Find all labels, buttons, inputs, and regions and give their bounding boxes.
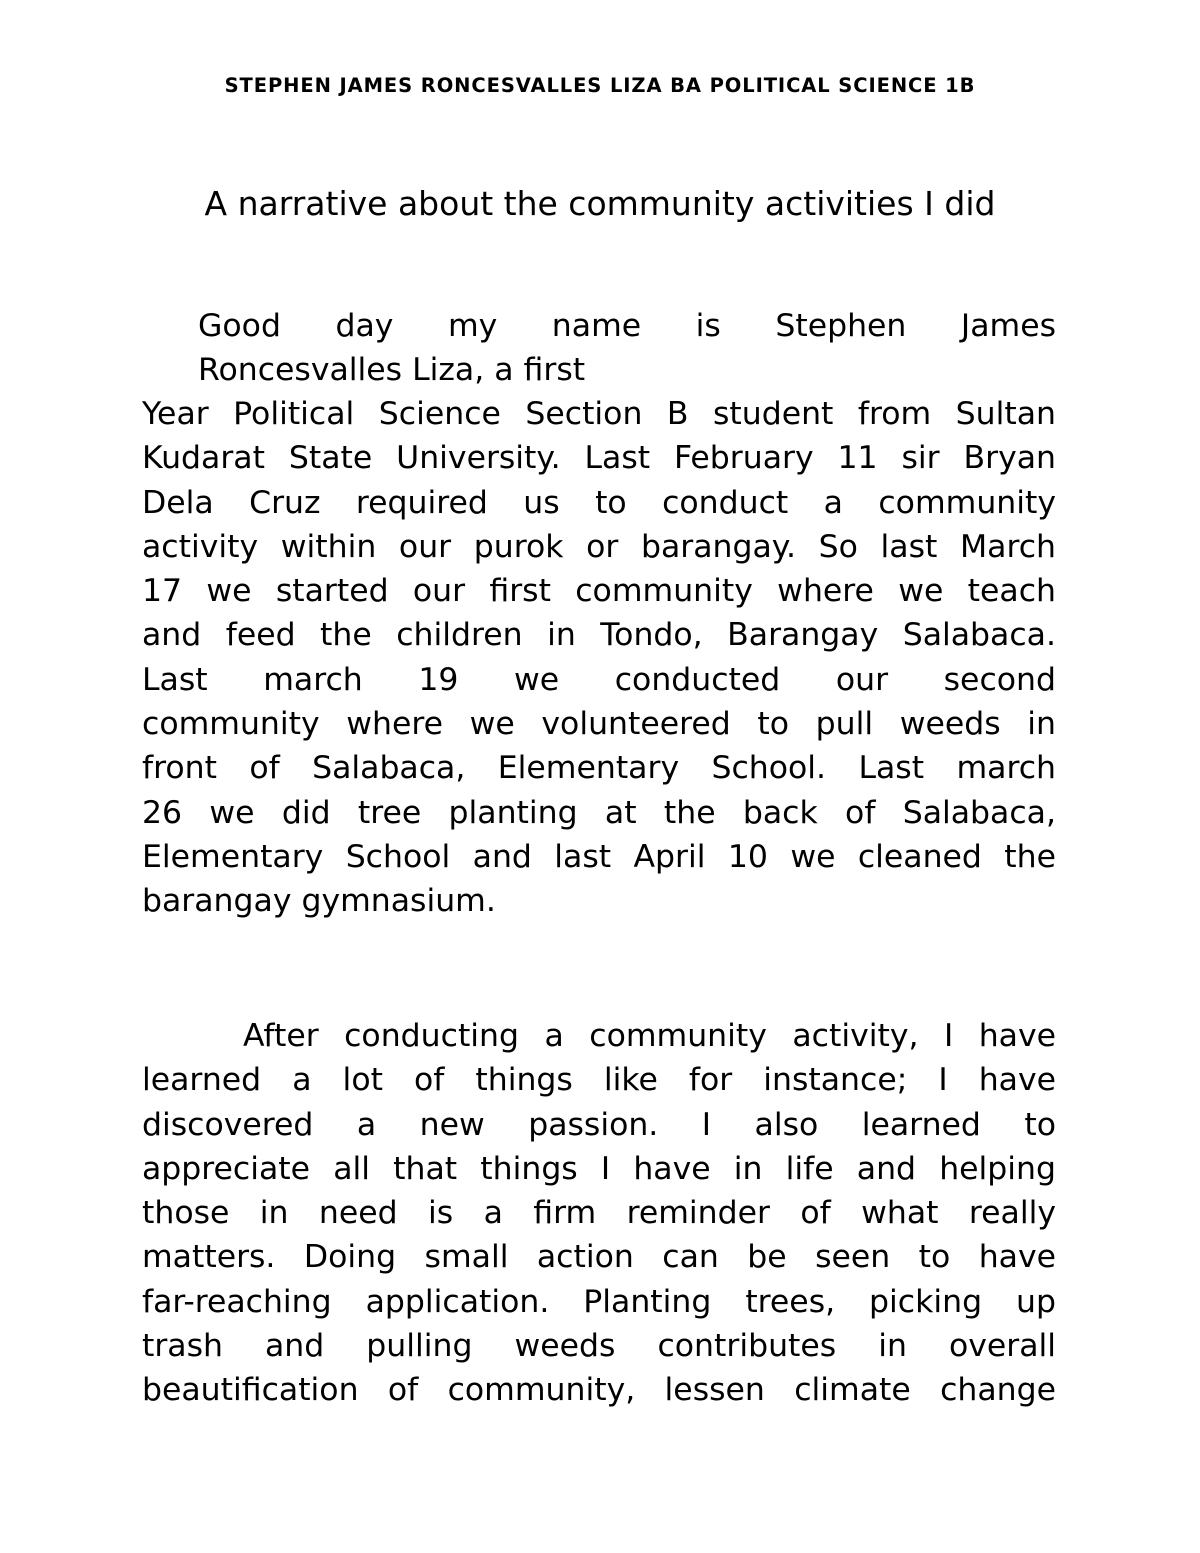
text-line: 26 we did tree planting at the back of Salabaca, [142,794,1056,831]
text-line: discovered a new passion. I also learned to [142,1106,1056,1143]
text-line: Year Political Science Section B student from Sultan [142,396,1056,432]
paragraph-1-body [142,392,1056,924]
text-line: matters. Doing small action can be seen to have [142,1239,1056,1276]
text-line: Dela Cruz required us to conduct a community [142,484,1056,521]
text-line: Roncesvalles Liza, a first [198,352,586,389]
text-line: barangay gymnasium. [142,883,496,920]
text-line: those in need is a firm reminder of what really [142,1195,1056,1232]
text-line: Good day my name is Stephen James [198,308,1056,344]
document-title: A narrative about the community activities I did [204,184,996,223]
paragraph-1-opening [198,304,1056,393]
text-line: 17 we started our first community where we teach [142,573,1056,610]
text-line: far-reaching application. Planting trees, picking up [142,1283,1056,1320]
text-line: appreciate all that things I have in life and helping [142,1150,1056,1187]
text-line: community where we volunteered to pull weeds in [142,706,1056,743]
text-line: activity within our purok or barangay. So last March [142,528,1056,565]
text-line: and feed the children in Tondo, Barangay Salabaca. [142,617,1056,654]
text-line: Elementary School and last April 10 we cleaned the [142,838,1056,875]
text-line: trash and pulling weeds contributes in overall [142,1328,1056,1365]
text-line: After conducting a community activity, I have [243,1018,1056,1054]
text-line: Last march 19 we conducted our second [142,661,1056,698]
paragraph-2 [142,1014,1056,1413]
text-line: Kudarat State University. Last February 11 sir Bryan [142,440,1056,477]
text-line: learned a lot of things like for instance; I have [142,1062,1056,1099]
text-line: beautification of community, lessen climate change [142,1372,1056,1409]
document-header: STEPHEN JAMES RONCESVALLES LIZA BA POLITICAL SCIENCE 1B [224,74,976,97]
text-line: front of Salabaca, Elementary School. Last march [142,750,1056,787]
